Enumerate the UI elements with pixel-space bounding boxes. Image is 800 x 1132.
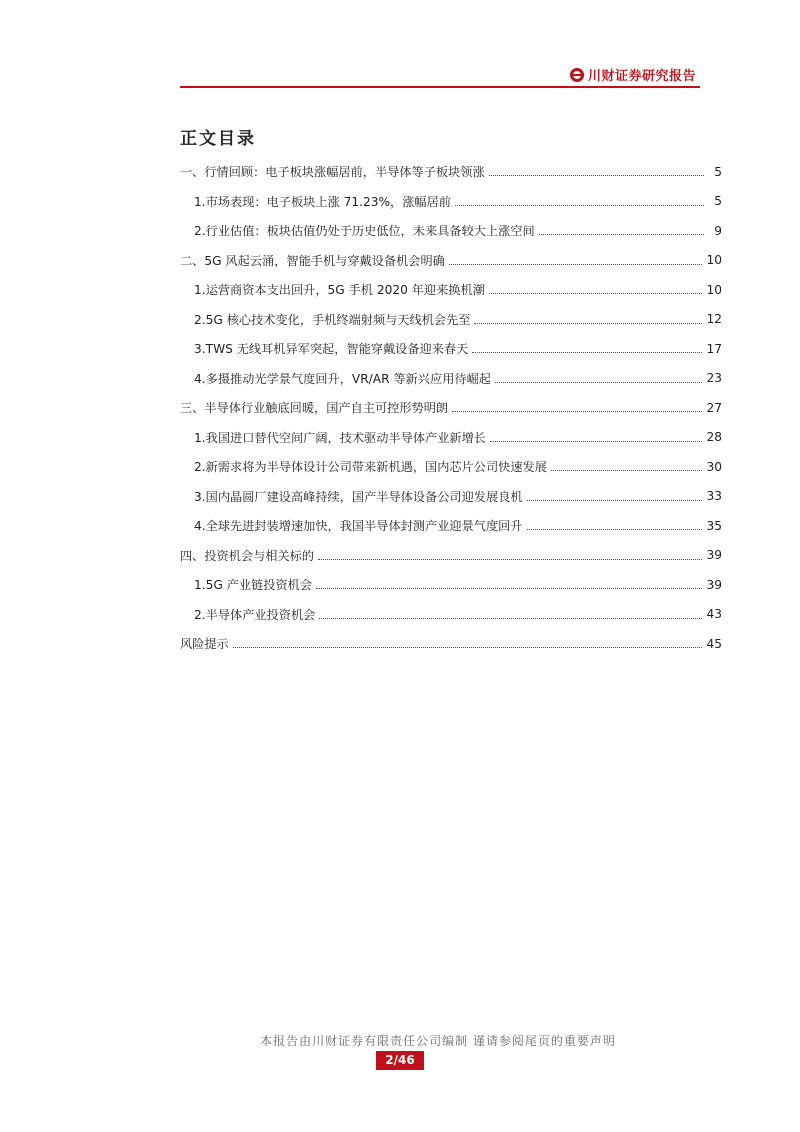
toc-entry-page[interactable]: 23 xyxy=(706,371,722,386)
footer-disclaimer: 本报告由川财证券有限责任公司编制 谨请参阅尾页的重要声明 xyxy=(260,1034,616,1048)
toc-leader-dots xyxy=(455,205,704,206)
toc-entry-page[interactable]: 5 xyxy=(714,194,722,209)
toc-leader-dots xyxy=(495,382,703,383)
toc-leader-dots xyxy=(527,500,703,501)
toc-entry-label[interactable]: 1.5G 产业链投资机会 xyxy=(194,578,313,593)
toc-entry[interactable] xyxy=(180,157,722,187)
toc-entry-page[interactable]: 39 xyxy=(706,548,722,563)
toc-entry[interactable] xyxy=(180,570,722,600)
toc-entry[interactable] xyxy=(180,423,722,453)
toc-entry-label[interactable]: 2.半导体产业投资机会 xyxy=(194,607,316,622)
toc-entry[interactable] xyxy=(180,275,722,305)
toc-entry-label[interactable]: 2.新需求将为半导体设计公司带来新机遇，国内芯片公司快速发展 xyxy=(194,460,547,475)
toc-entry[interactable] xyxy=(180,541,722,571)
table-of-contents xyxy=(180,157,722,659)
toc-entry-label[interactable]: 三、半导体行业触底回暖，国产自主可控形势明朗 xyxy=(180,401,449,416)
toc-entry-page[interactable]: 28 xyxy=(706,430,722,445)
toc-leader-dots xyxy=(551,470,703,471)
toc-title: 正文目录 xyxy=(180,129,256,149)
toc-leader-dots xyxy=(472,352,702,353)
toc-entry-label[interactable]: 1.市场表现：电子板块上涨 71.23%，涨幅居前 xyxy=(194,194,451,209)
brand-name: 川财证券研究报告 xyxy=(587,69,696,84)
toc-entry-label[interactable]: 4.全球先进封装增速加快，我国半导体封测产业迎景气度回升 xyxy=(194,519,523,534)
toc-entry-page[interactable]: 30 xyxy=(706,459,722,474)
toc-entry[interactable] xyxy=(180,187,722,217)
toc-entry[interactable] xyxy=(180,629,722,659)
toc-entry[interactable] xyxy=(180,511,722,541)
toc-leader-dots xyxy=(490,441,703,442)
header-rule xyxy=(180,86,700,88)
toc-entry-label[interactable]: 4.多摄推动光学景气度回升，VR/AR 等新兴应用待崛起 xyxy=(194,371,491,386)
toc-leader-dots xyxy=(449,264,703,265)
brand xyxy=(570,65,696,84)
toc-entry-label[interactable]: 1.我国进口替代空间广阔，技术驱动半导体产业新增长 xyxy=(194,430,486,445)
toc-entry-label[interactable]: 风险提示 xyxy=(180,637,229,652)
toc-entry[interactable] xyxy=(180,246,722,276)
toc-entry-label[interactable]: 2.5G 核心技术变化，手机终端射频与天线机会先至 xyxy=(194,312,471,327)
toc-entry-page[interactable]: 35 xyxy=(706,518,722,533)
toc-entry-label[interactable]: 1.运营商资本支出回升，5G 手机 2020 年迎来换机潮 xyxy=(194,283,485,298)
toc-entry-label[interactable]: 2.行业估值：板块估值仍处于历史低位，未来具备较大上涨空间 xyxy=(194,224,535,239)
toc-entry-page[interactable]: 45 xyxy=(706,636,722,651)
toc-entry[interactable] xyxy=(180,482,722,512)
toc-leader-dots xyxy=(233,647,703,648)
toc-entry-page[interactable]: 33 xyxy=(706,489,722,504)
toc-entry[interactable] xyxy=(180,216,722,246)
toc-entry-page[interactable]: 10 xyxy=(706,282,722,297)
toc-leader-dots xyxy=(539,234,704,235)
company-logo-icon xyxy=(570,68,584,82)
toc-entry-page[interactable]: 43 xyxy=(706,607,722,622)
page-header xyxy=(180,62,700,88)
toc-entry[interactable] xyxy=(180,452,722,482)
toc-leader-dots xyxy=(316,588,702,589)
toc-entry-page[interactable]: 9 xyxy=(714,223,722,238)
toc-leader-dots xyxy=(489,293,703,294)
toc-entry[interactable] xyxy=(180,600,722,630)
toc-entry-label[interactable]: 一、行情回顾：电子板块涨幅居前，半导体等子板块领涨 xyxy=(180,165,485,180)
toc-entry-page[interactable]: 27 xyxy=(706,400,722,415)
toc-leader-dots xyxy=(318,559,702,560)
toc-entry[interactable] xyxy=(180,393,722,423)
toc-entry-label[interactable]: 四、投资机会与相关标的 xyxy=(180,548,315,563)
toc-entry-label[interactable]: 3.TWS 无线耳机异军突起，智能穿戴设备迎来春天 xyxy=(194,342,469,357)
toc-entry[interactable] xyxy=(180,305,722,335)
toc-entry-page[interactable]: 39 xyxy=(706,577,722,592)
toc-entry-page[interactable]: 17 xyxy=(706,341,722,356)
toc-entry[interactable] xyxy=(180,334,722,364)
toc-leader-dots xyxy=(489,175,704,176)
toc-leader-dots xyxy=(527,529,703,530)
toc-leader-dots xyxy=(452,411,702,412)
toc-entry-page[interactable]: 5 xyxy=(714,164,722,179)
toc-leader-dots xyxy=(319,618,702,619)
toc-entry-label[interactable]: 3.国内晶圆厂建设高峰持续，国产半导体设备公司迎发展良机 xyxy=(194,489,523,504)
toc-entry-page[interactable]: 10 xyxy=(706,253,722,268)
toc-entry-page[interactable]: 12 xyxy=(706,312,722,327)
toc-leader-dots xyxy=(474,323,702,324)
toc-entry-label[interactable]: 二、5G 风起云涌，智能手机与穿戴设备机会明确 xyxy=(180,253,445,268)
toc-entry[interactable] xyxy=(180,364,722,394)
page-number: 2/46 xyxy=(376,1051,424,1070)
